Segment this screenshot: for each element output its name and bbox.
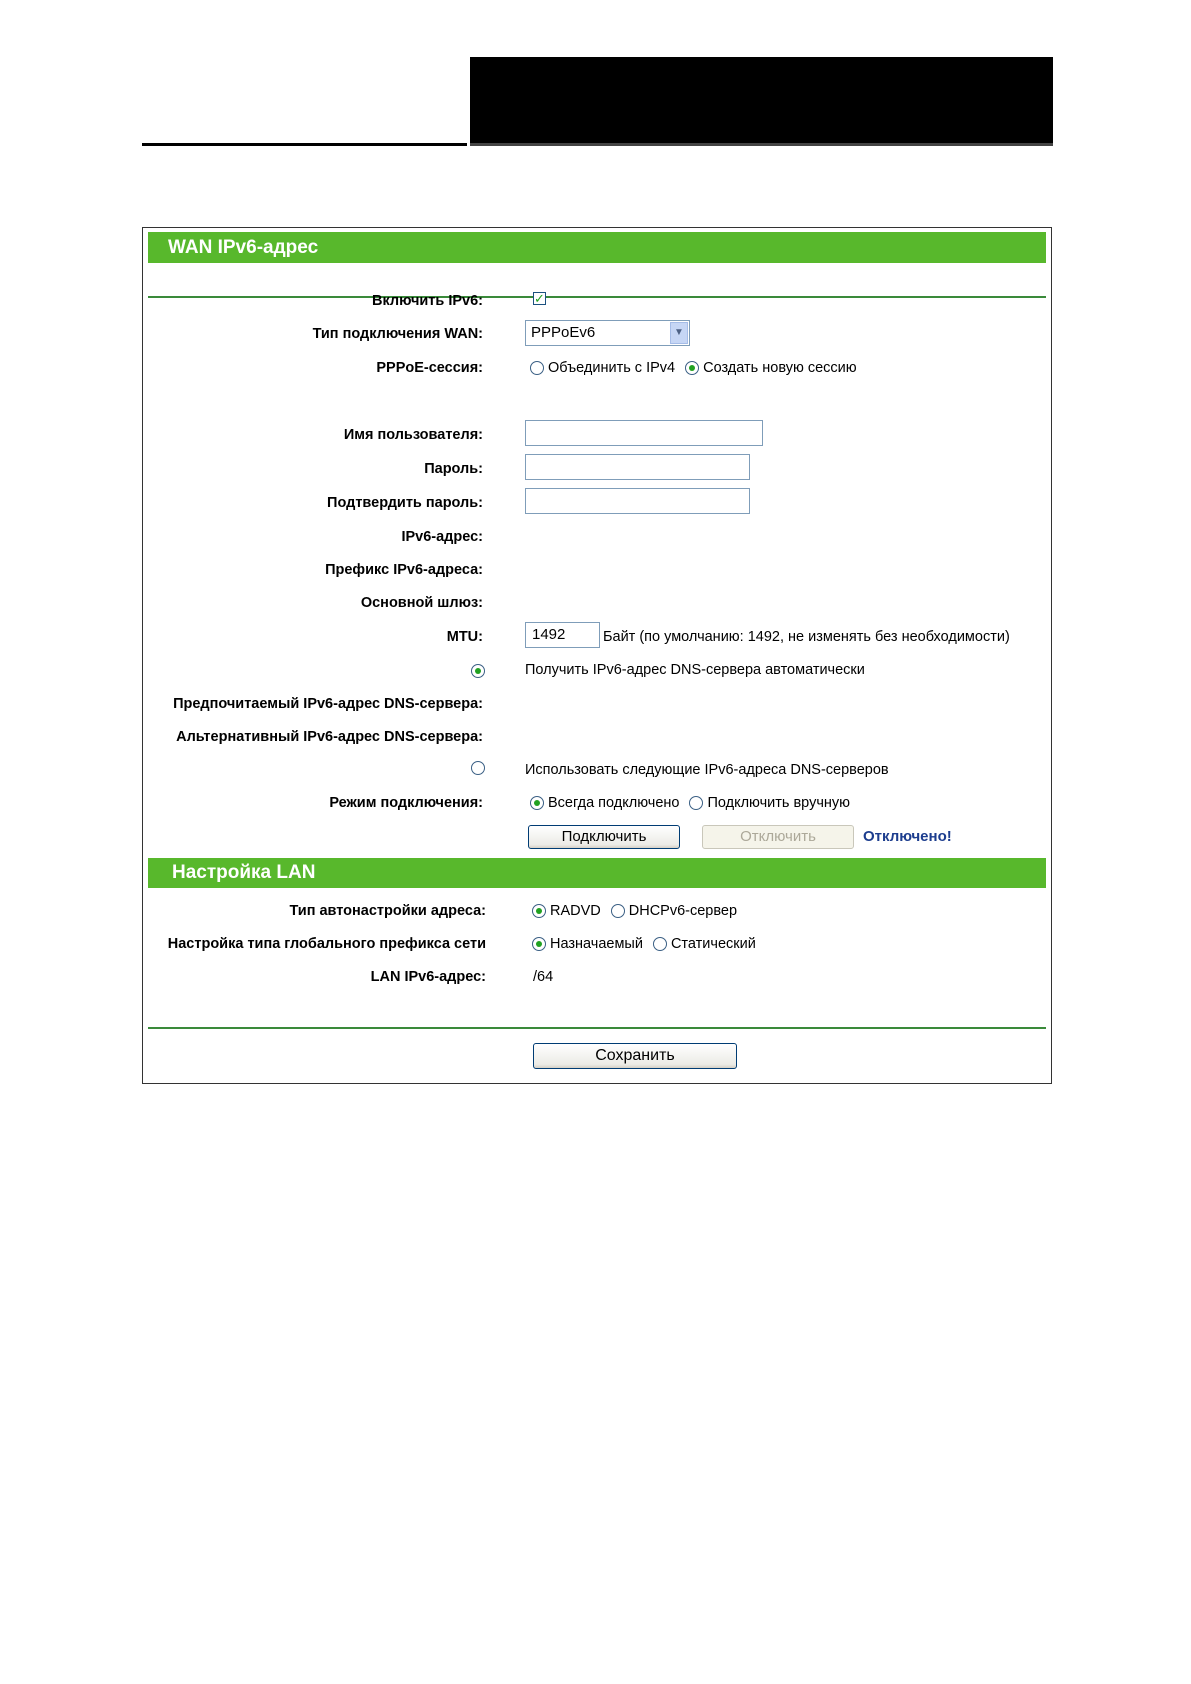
radio-icon[interactable] (685, 361, 699, 375)
enable-ipv6-field (533, 292, 546, 305)
dns-auto-label: Получить IPv6-адрес DNS-сервера автоматически (525, 662, 865, 678)
document-header-rule (142, 143, 467, 146)
always-on-label: Всегда подключено (548, 795, 680, 811)
connection-mode-label: Режим подключения: (329, 795, 483, 811)
autoconfig-label: Тип автонастройки адреса: (289, 903, 486, 919)
radio-icon[interactable] (530, 361, 544, 375)
chevron-down-icon[interactable]: ▼ (670, 322, 688, 344)
mtu-label: MTU: (446, 629, 483, 645)
password-input[interactable] (525, 454, 750, 480)
delegated-option[interactable] (532, 935, 643, 953)
radio-icon[interactable] (611, 904, 625, 918)
wan-type-label: Тип подключения WAN: (312, 326, 483, 342)
prefix-type-label: Настройка типа глобального префикса сети (167, 936, 486, 952)
mtu-hint: Байт (по умолчанию: 1492, не изменять без необходимости) (603, 629, 1010, 645)
disconnect-button[interactable]: Отключить (702, 825, 854, 849)
mtu-input[interactable]: 1492 (525, 622, 600, 648)
pppoe-new-session-option[interactable] (685, 359, 857, 377)
manual-connect-label: Подключить вручную (707, 795, 851, 811)
connection-status: Отключено! (863, 828, 952, 845)
radio-icon[interactable] (532, 904, 546, 918)
ipv6-settings-panel (142, 227, 1052, 1084)
pppoe-session-options (530, 359, 867, 377)
dns-auto-radio-cell (471, 661, 485, 679)
pppoe-new-session-label: Создать новую сессию (703, 360, 857, 376)
username-input[interactable] (525, 420, 763, 446)
wan-section-title: WAN IPv6-адрес (148, 232, 1046, 263)
wan-divider (148, 296, 1046, 298)
radvd-option[interactable] (532, 902, 601, 920)
radio-icon[interactable] (530, 796, 544, 810)
delegated-label: Назначаемый (550, 936, 643, 952)
pppoe-merge-option[interactable] (530, 359, 675, 377)
wan-type-selected: PPPoEv6 (531, 324, 596, 341)
wan-type-select[interactable] (525, 320, 690, 346)
radvd-label: RADVD (550, 903, 601, 919)
bottom-divider (148, 1027, 1046, 1029)
dns-manual-radio[interactable] (471, 761, 485, 775)
username-label: Имя пользователя: (343, 427, 483, 443)
dns-alternate-label: Альтернативный IPv6-адрес DNS-сервера: (176, 729, 483, 745)
lan-ipv6-value: /64 (533, 969, 554, 985)
document-header-block (470, 57, 1053, 146)
static-label: Статический (670, 936, 756, 952)
manual-connect-option[interactable] (689, 794, 850, 812)
prefix-type-options (532, 935, 766, 953)
dns-manual-label: Использовать следующие IPv6-адреса DNS-серверов (525, 762, 889, 778)
pppoe-session-label: PPPoE-сессия: (376, 360, 483, 376)
save-button[interactable]: Сохранить (533, 1043, 737, 1069)
dhcpv6-label: DHCPv6-сервер (628, 903, 738, 919)
connection-mode-options (530, 794, 860, 812)
confirm-password-input[interactable] (525, 488, 750, 514)
ipv6-prefix-label: Префикс IPv6-адреса: (325, 562, 483, 578)
autoconfig-options (532, 902, 747, 920)
dhcpv6-option[interactable] (611, 902, 737, 920)
wan-type-field (525, 320, 690, 346)
lan-section-title: Настройка LAN (148, 858, 1046, 888)
radio-icon[interactable] (689, 796, 703, 810)
ipv6-address-label: IPv6-адрес: (401, 529, 483, 545)
enable-ipv6-label: Включить IPv6: (372, 293, 483, 309)
dns-auto-radio[interactable] (471, 664, 485, 678)
connect-button[interactable]: Подключить (528, 825, 680, 849)
password-label: Пароль: (424, 461, 483, 477)
radio-icon[interactable] (653, 937, 667, 951)
checkmark-icon: ✓ (534, 291, 545, 306)
pppoe-merge-label: Объединить с IPv4 (548, 360, 676, 376)
gateway-label: Основной шлюз: (360, 595, 483, 611)
static-option[interactable] (653, 935, 756, 953)
always-on-option[interactable] (530, 794, 679, 812)
dns-preferred-label: Предпочитаемый IPv6-адрес DNS-сервера: (173, 696, 483, 712)
enable-ipv6-checkbox[interactable] (533, 292, 546, 305)
confirm-password-label: Подтвердить пароль: (327, 495, 483, 511)
dns-manual-radio-cell (471, 761, 485, 780)
radio-icon[interactable] (532, 937, 546, 951)
lan-ipv6-label: LAN IPv6-адрес: (370, 969, 486, 985)
